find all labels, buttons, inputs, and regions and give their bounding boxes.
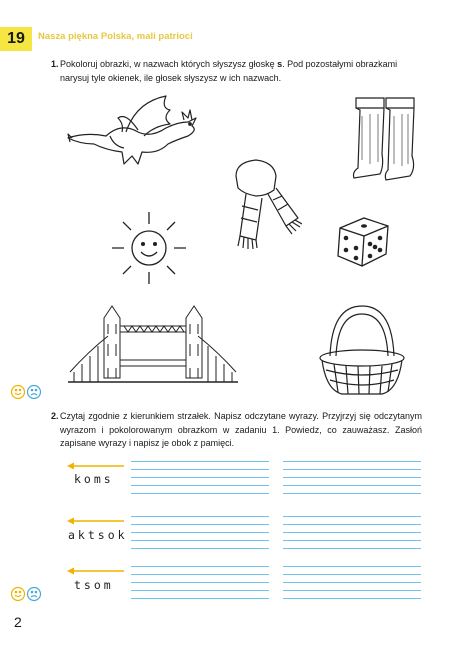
writing-line[interactable] bbox=[131, 516, 269, 517]
task-1-text-before: Pokoloruj obrazki, w nazwach których słyszysz głoskę bbox=[60, 59, 278, 69]
tower-bridge-icon bbox=[68, 302, 238, 392]
task-1-instructions bbox=[51, 58, 420, 85]
task-2-instructions bbox=[51, 410, 422, 451]
writing-line[interactable] bbox=[131, 582, 269, 583]
writing-line[interactable] bbox=[283, 532, 421, 533]
writing-line[interactable] bbox=[131, 524, 269, 525]
writing-line[interactable] bbox=[131, 493, 269, 494]
smiley-happy-icon bbox=[12, 588, 25, 601]
task-2-text: Czytaj zgodnie z kierunkiem strzałek. Napisz odczytane wyrazy. Przyjrzyj się odczytanym wyrazom i pokolorowanym obrazkom w zadaniu 1. Powiedz, co zauważasz. Zasłoń zapisane wyrazy i napisz je obok z pamięci. bbox=[60, 411, 422, 448]
writing-line[interactable] bbox=[283, 485, 421, 486]
writing-line[interactable] bbox=[283, 598, 421, 599]
writing-line[interactable] bbox=[283, 477, 421, 478]
task-1-letter: s bbox=[277, 59, 283, 69]
writing-line[interactable] bbox=[131, 574, 269, 575]
writing-line[interactable] bbox=[283, 548, 421, 549]
chapter-number: 19 bbox=[0, 27, 32, 51]
writing-line[interactable] bbox=[131, 540, 269, 541]
task-2-number: 2. bbox=[51, 411, 59, 421]
dragon-icon bbox=[66, 92, 216, 172]
writing-line[interactable] bbox=[131, 485, 269, 486]
arrow-left-icon bbox=[66, 517, 126, 525]
writing-line[interactable] bbox=[283, 574, 421, 575]
writing-line[interactable] bbox=[283, 582, 421, 583]
self-assessment-smileys-1[interactable] bbox=[10, 384, 50, 400]
writing-line[interactable] bbox=[283, 524, 421, 525]
writing-line[interactable] bbox=[131, 461, 269, 462]
self-assessment-smileys-2[interactable] bbox=[10, 586, 50, 602]
task-1-text-after: . Pod pozostałymi obrazkami narysuj tyle okienek, ile głosek słyszysz w ich nazwach. bbox=[60, 59, 398, 83]
page-number: 2 bbox=[14, 614, 22, 630]
rain-boots-icon bbox=[350, 94, 422, 184]
dice-icon bbox=[334, 210, 394, 270]
sun-icon bbox=[108, 208, 190, 288]
smiley-sad-icon bbox=[28, 386, 41, 399]
smiley-sad-icon bbox=[28, 588, 41, 601]
writing-line[interactable] bbox=[131, 477, 269, 478]
writing-line[interactable] bbox=[131, 598, 269, 599]
writing-line[interactable] bbox=[283, 540, 421, 541]
arrow-left-icon bbox=[66, 462, 126, 470]
writing-line[interactable] bbox=[283, 493, 421, 494]
writing-line[interactable] bbox=[283, 590, 421, 591]
writing-line[interactable] bbox=[131, 532, 269, 533]
reversed-word-1: koms bbox=[74, 472, 114, 486]
writing-line[interactable] bbox=[283, 566, 421, 567]
writing-line[interactable] bbox=[131, 548, 269, 549]
writing-line[interactable] bbox=[283, 516, 421, 517]
writing-line[interactable] bbox=[283, 469, 421, 470]
reversed-word-3: tsom bbox=[74, 578, 114, 592]
writing-line[interactable] bbox=[131, 590, 269, 591]
smiley-happy-icon bbox=[12, 386, 25, 399]
writing-line[interactable] bbox=[283, 461, 421, 462]
task-1-number: 1. bbox=[51, 59, 59, 69]
writing-line[interactable] bbox=[131, 469, 269, 470]
arrow-left-icon bbox=[66, 567, 126, 575]
reversed-word-2: aktsok bbox=[68, 528, 128, 542]
basket-icon bbox=[312, 300, 412, 400]
writing-line[interactable] bbox=[131, 566, 269, 567]
chapter-title: Nasza piękna Polska, mali patrioci bbox=[38, 31, 193, 42]
scarf-icon bbox=[226, 156, 302, 256]
